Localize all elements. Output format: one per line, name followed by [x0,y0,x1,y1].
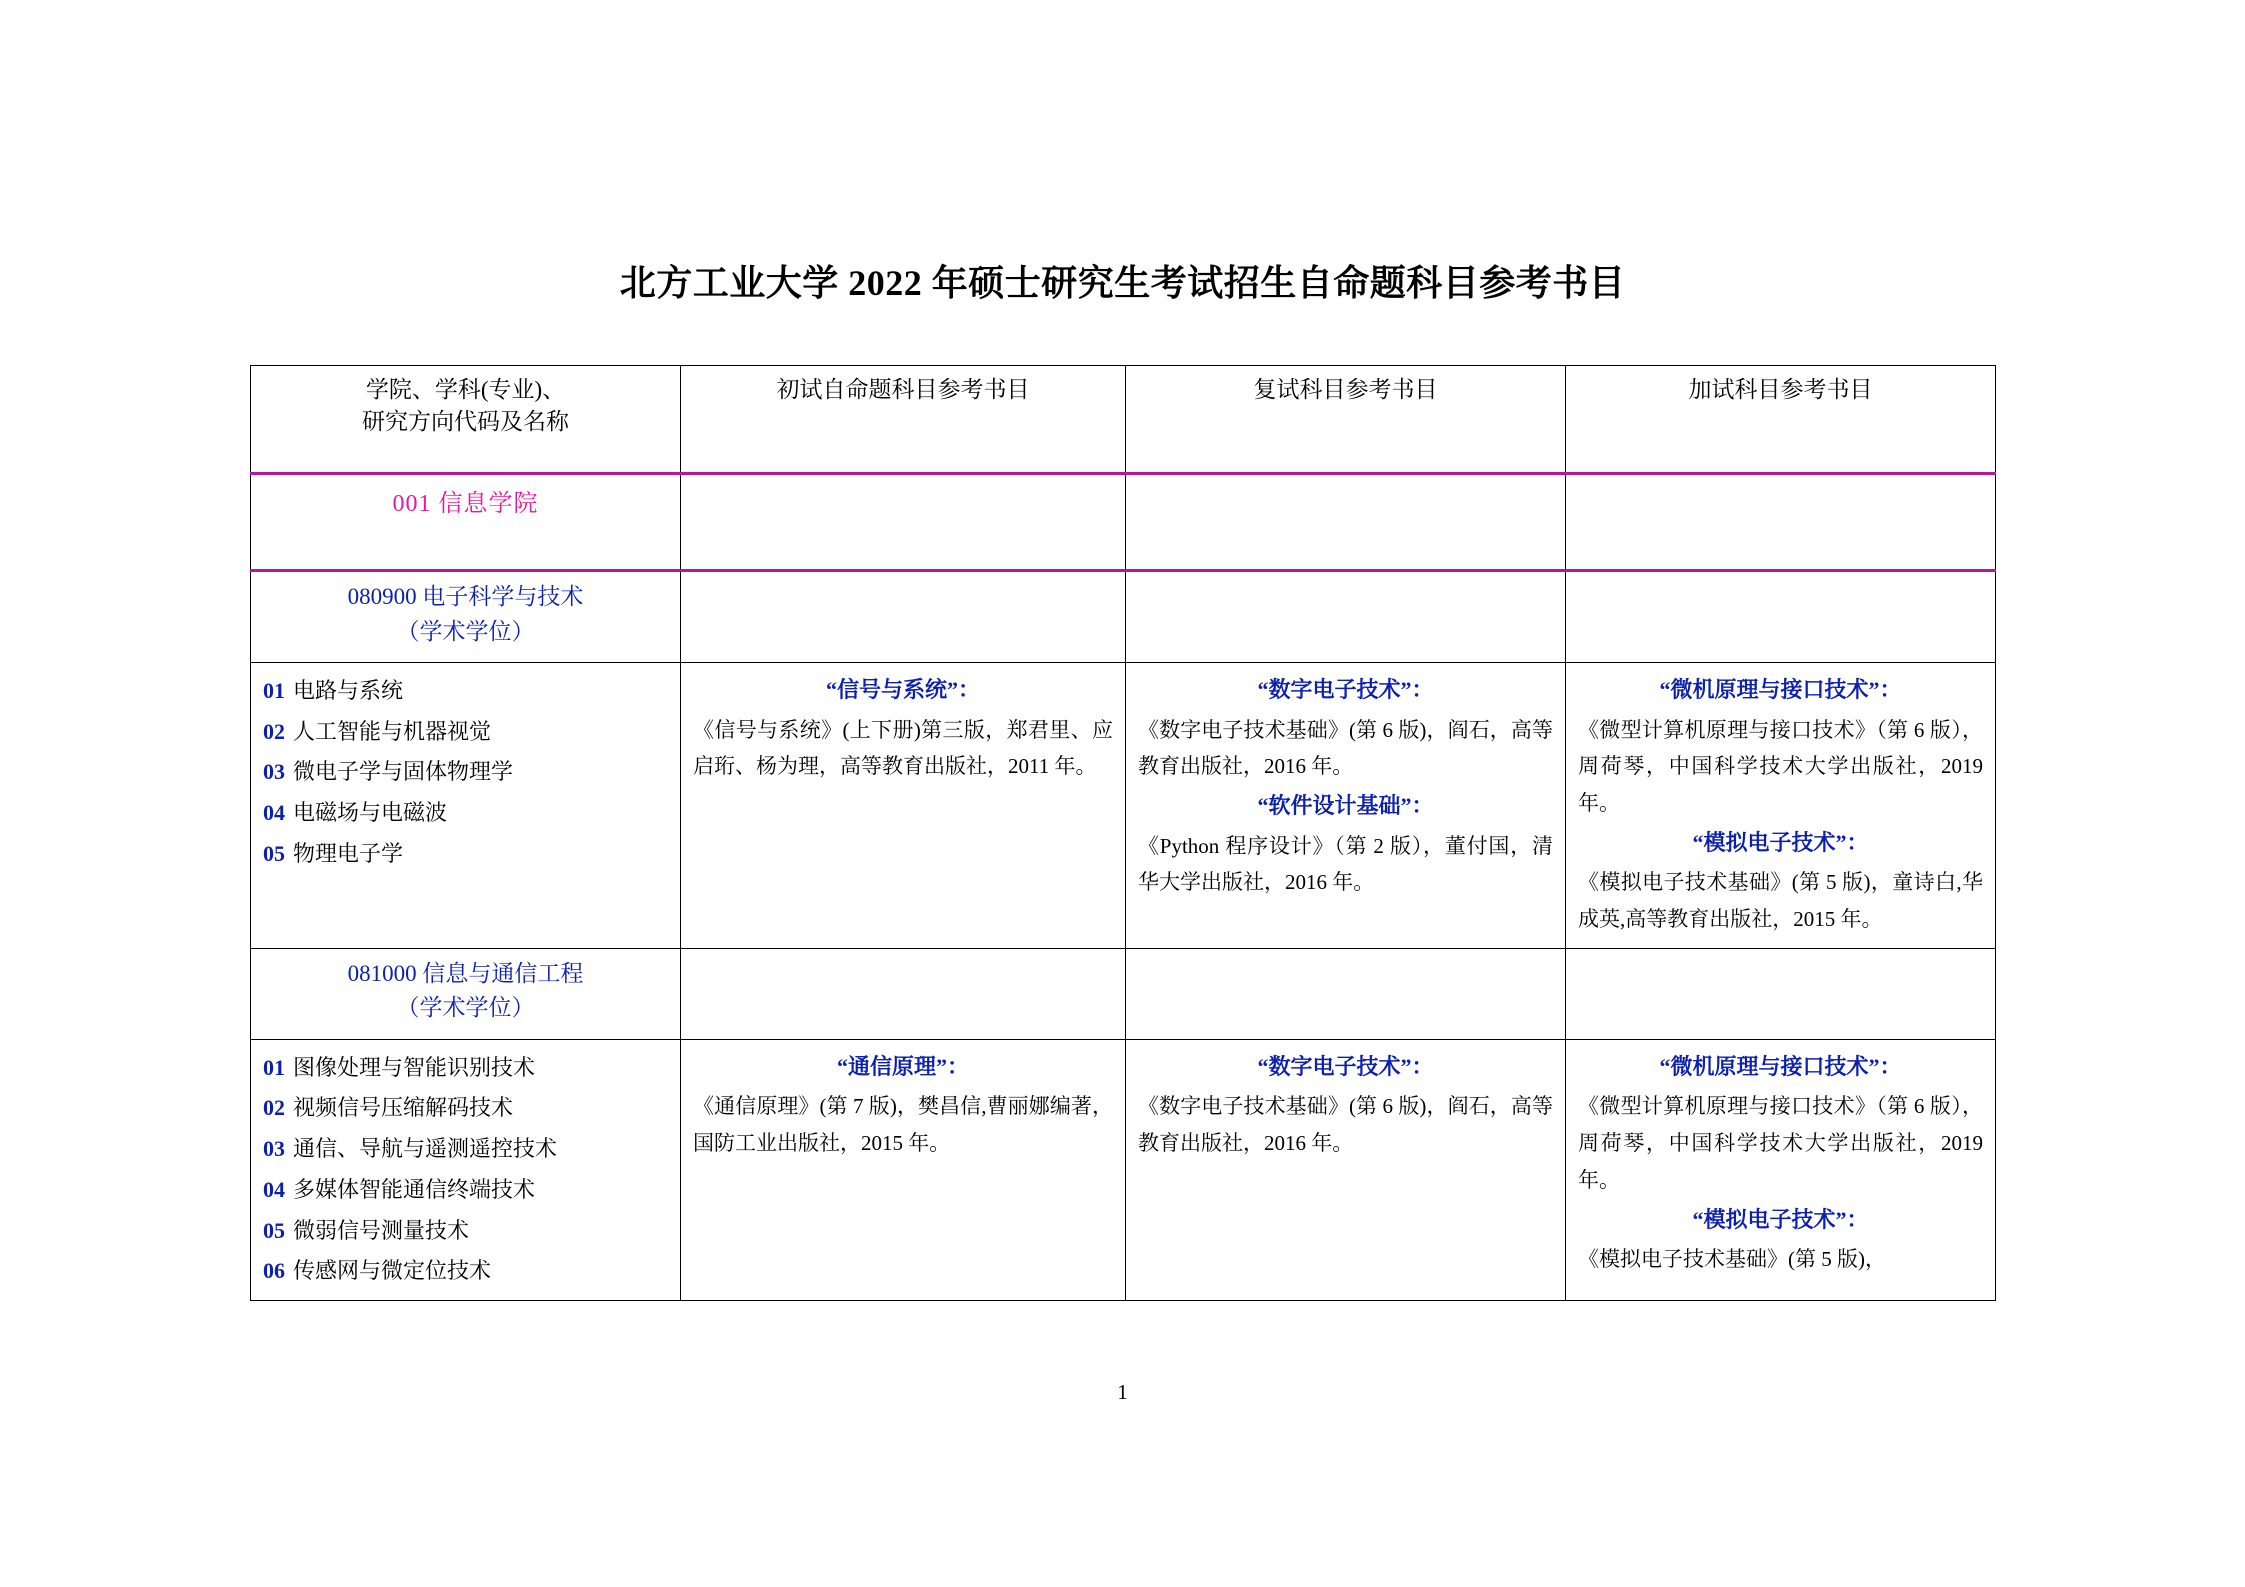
table-row-major-header [251,948,1996,1039]
research-directions [251,1039,681,1300]
college-name: 001 信息学院 [251,474,681,571]
book-entry: “微机原理与接口技术”： 《微型计算机原理与接口技术》（第 6 版），周荷琴，中国科学技术大学出版社，2019 年。 [1578,1053,1983,1192]
page-number: 1 [1117,1380,1128,1404]
extra-exam-books [1566,663,1996,949]
major-cell-first [681,948,1126,1039]
table-row-major-header [251,571,1996,663]
major-cell-extra [1566,571,1996,663]
book-entry: “数字电子技术”： 《数字电子技术基础》(第 6 版)，阎石，高等教育出版社，2016 年。 [1138,677,1553,779]
book-entry: “软件设计基础”： 《Python 程序设计》（第 2 版），董付国，清华大学出版社，2016 年。 [1138,793,1553,895]
list-item: 05 物理电子学 [263,840,404,866]
table-row [251,663,1996,949]
book-entry: “数字电子技术”： 《数字电子技术基础》(第 6 版)，阎石，高等教育出版社，2016 年。 [1138,1053,1553,1155]
book-entry: “微机原理与接口技术”： 《微型计算机原理与接口技术》（第 6 版），周荷琴，中国科学技术大学出版社，2019 年。 [1578,677,1983,815]
major-cell-extra [1566,948,1996,1039]
list-item: 01 电路与系统 [263,678,404,703]
college-cell-second [1126,474,1566,571]
list-item: 02 视频信号压缩解码技术 [263,1095,514,1121]
college-cell-first [681,474,1126,571]
major-cell-second [1126,948,1566,1039]
first-exam-books [681,663,1126,949]
list-item: 03 通信、导航与遥测遥控技术 [263,1136,558,1162]
list-item: 04 多媒体智能通信终端技术 [263,1176,536,1202]
table-row-college [251,474,1996,571]
list-item: 04 电磁场与电磁波 [263,800,448,826]
second-exam-books [1126,1039,1566,1300]
book-entry: “通信原理”： 《通信原理》(第 7 版)，樊昌信,曹丽娜编著，国防工业出版社，2015 年。 [693,1053,1113,1155]
table-header [251,366,1996,474]
list-item: 05 微弱信号测量技术 [263,1217,470,1243]
second-exam-books [1126,663,1566,949]
college-cell-extra [1566,474,1996,571]
major-cell-second [1126,571,1566,663]
reference-book-table [250,365,1996,1301]
book-entry: “模拟电子技术”： 《模拟电子技术基础》(第 5 版)，童诗白,华成英,高等教育出版社，2015 年。 [1578,829,1983,931]
column-header-major: 学院、学科(专业)、 研究方向代码及名称 [251,366,681,474]
major-name: 081000 信息与通信工程 （学术学位） [251,948,681,1039]
book-entry: “模拟电子技术”： 《模拟电子技术基础》(第 5 版)， [1578,1206,1886,1271]
list-item: 01 图像处理与智能识别技术 [263,1054,536,1080]
research-directions [251,663,681,949]
table-row [251,1039,1996,1300]
major-cell-first [681,571,1126,663]
page-title: 北方工业大学 2022 年硕士研究生考试招生自命题科目参考书目 [619,263,1626,303]
column-header-second-exam: 复试科目参考书目 [1126,366,1566,474]
extra-exam-books [1566,1039,1996,1300]
table-body [251,474,1996,1301]
list-item: 03 微电子学与固体物理学 [263,759,514,785]
column-header-extra-exam: 加试科目参考书目 [1566,366,1996,474]
column-header-first-exam: 初试自命题科目参考书目 [681,366,1126,474]
list-item: 02 人工智能与机器视觉 [263,718,492,744]
major-name: 080900 电子科学与技术 （学术学位） [251,571,681,663]
first-exam-books [681,1039,1126,1300]
table-header-row [251,366,1996,474]
list-item: 06 传感网与微定位技术 [263,1258,492,1284]
book-entry: “信号与系统”： 《信号与系统》(上下册)第三版，郑君里、应启珩、杨为理，高等教育出版社，2011 年。 [693,677,1113,779]
